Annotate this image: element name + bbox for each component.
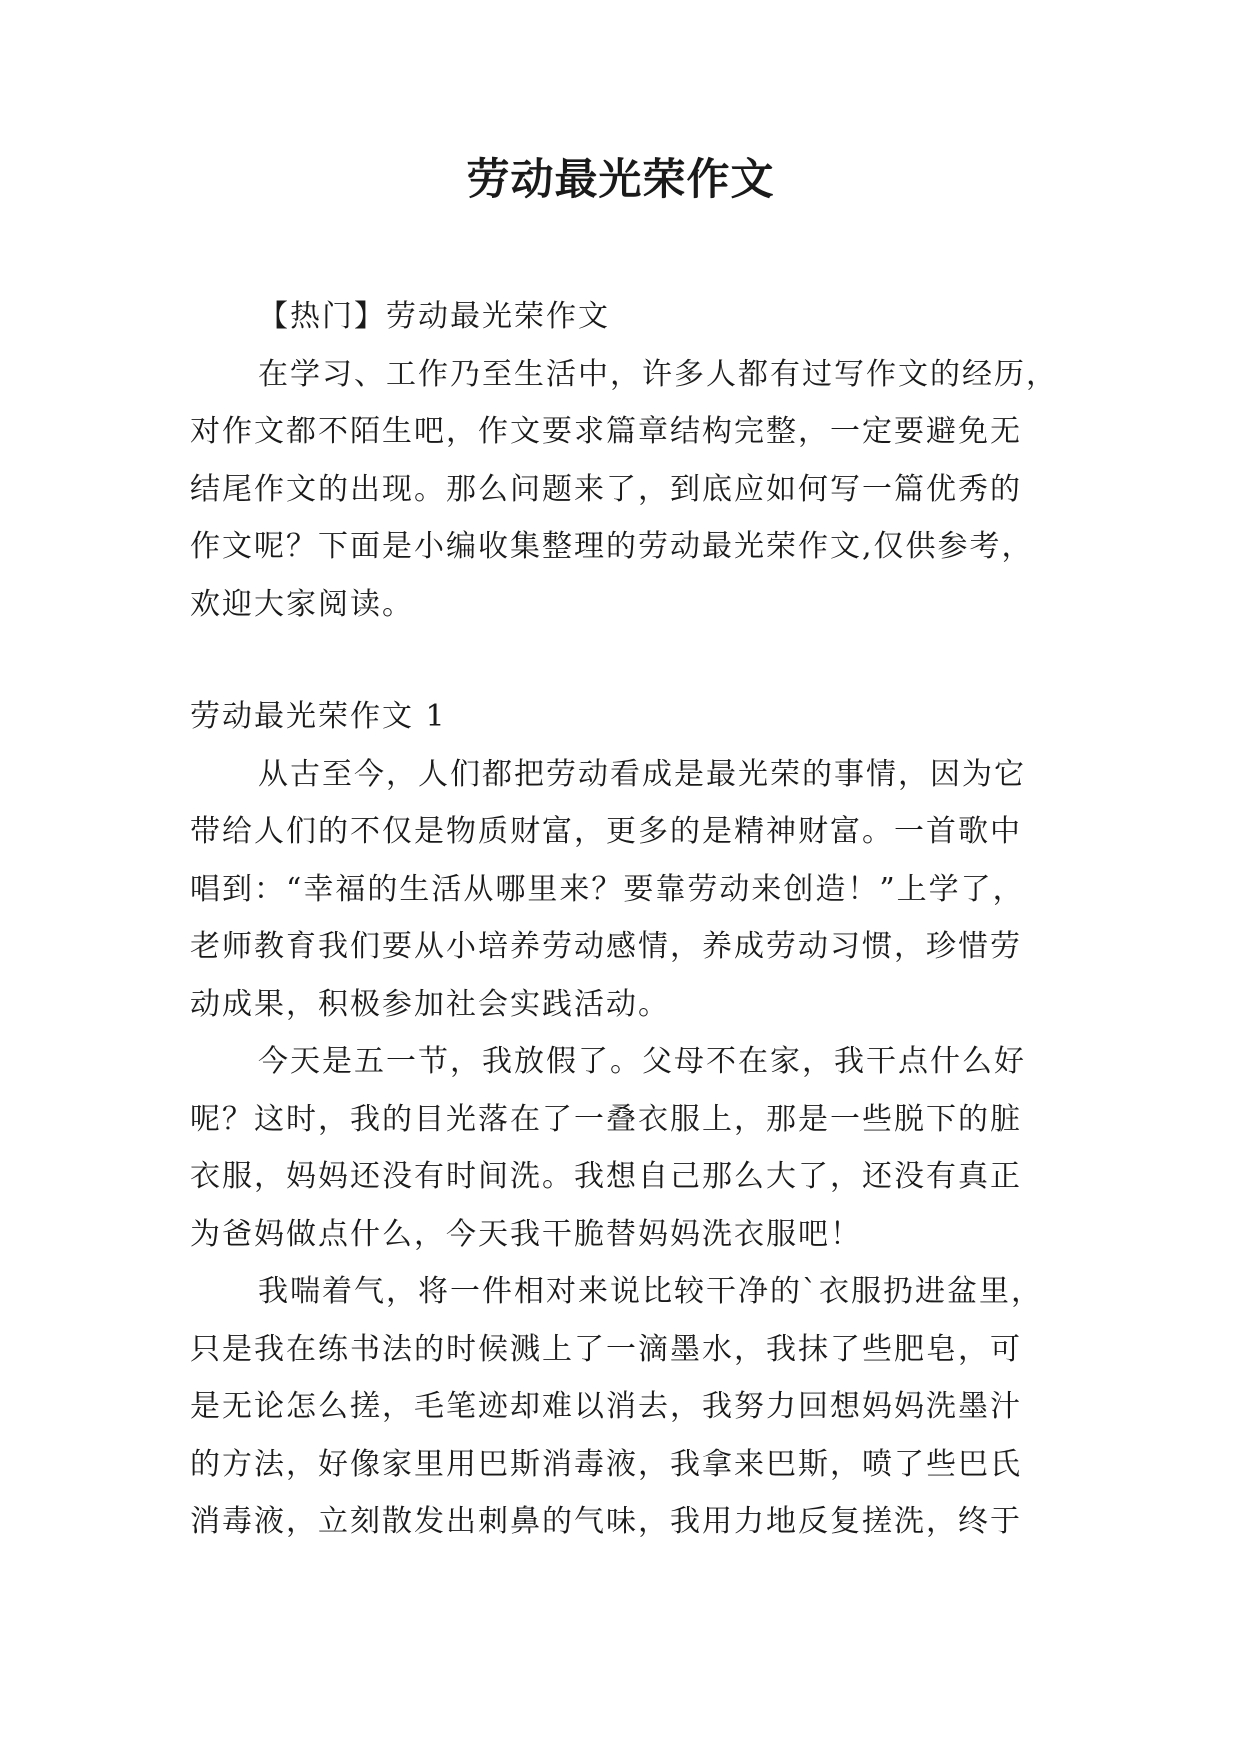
section-paragraph-2 xyxy=(190,1033,1070,1263)
paragraph-line: 只是我在练书法的时候溅上了一滴墨水，我抹了些肥皂，可 xyxy=(190,1331,1022,1367)
paragraph-line: 为爸妈做点什么，今天我干脆替妈妈洗衣服吧！ xyxy=(190,1216,862,1252)
intro-heading: 【热门】劳动最光荣作文 xyxy=(258,299,610,334)
intro-paragraph xyxy=(190,346,1070,634)
paragraph-line: 呢？这时，我的目光落在了一叠衣服上，那是一些脱下的脏 xyxy=(190,1101,1022,1137)
section-spacer xyxy=(190,633,1070,688)
paragraph-line: 老师教育我们要从小培养劳动感情，养成劳动习惯，珍惜劳 xyxy=(190,929,1022,964)
paragraph-line: 带给人们的不仅是物质财富，更多的是精神财富。一首歌中 xyxy=(190,814,1022,849)
paragraph-line: 今天是五一节，我放假了。父母不在家，我干点什么好 xyxy=(258,1044,1026,1079)
paragraph-line: 欢迎大家阅读。 xyxy=(190,586,414,622)
paragraph-line: 的方法，好像家里用巴斯消毒液，我拿来巴斯，喷了些巴氏 xyxy=(190,1446,1022,1482)
paragraph-line: 结尾作文的出现。那么问题来了，到底应如何写一篇优秀的 xyxy=(190,471,1022,507)
document-body xyxy=(190,288,1070,1551)
paragraph-line: 唱到：“幸福的生活从哪里来？要靠劳动来创造！”上学了， xyxy=(190,871,1025,907)
paragraph-line: 动成果，积极参加社会实践活动。 xyxy=(190,986,670,1022)
document-title: 劳动最光荣作文 xyxy=(466,155,775,205)
paragraph-line: 在学习、工作乃至生活中，许多人都有过写作文的经历， xyxy=(258,356,1058,392)
paragraph-line: 从古至今，人们都把劳动看成是最光荣的事情，因为它 xyxy=(258,756,1026,792)
paragraph-line: 对作文都不陌生吧，作文要求篇章结构完整，一定要避免无 xyxy=(190,414,1022,449)
paragraph-line: 是无论怎么搓，毛笔迹却难以消去，我努力回想妈妈洗墨汁 xyxy=(190,1389,1022,1424)
paragraph-line: 我喘着气，将一件相对来说比较干净的`衣服扔进盆里， xyxy=(258,1274,1043,1309)
paragraph-line: 作文呢？下面是小编收集整理的劳动最光荣作文,仅供参考， xyxy=(190,529,1034,564)
section-heading: 劳动最光荣作文 1 xyxy=(190,699,447,734)
paragraph-line: 衣服，妈妈还没有时间洗。我想自己那么大了，还没有真正 xyxy=(190,1159,1022,1194)
section-paragraph-1 xyxy=(190,746,1070,1034)
paragraph-line: 消毒液，立刻散发出刺鼻的气味，我用力地反复搓洗，终于 xyxy=(190,1504,1022,1539)
section-paragraph-3 xyxy=(190,1263,1070,1551)
